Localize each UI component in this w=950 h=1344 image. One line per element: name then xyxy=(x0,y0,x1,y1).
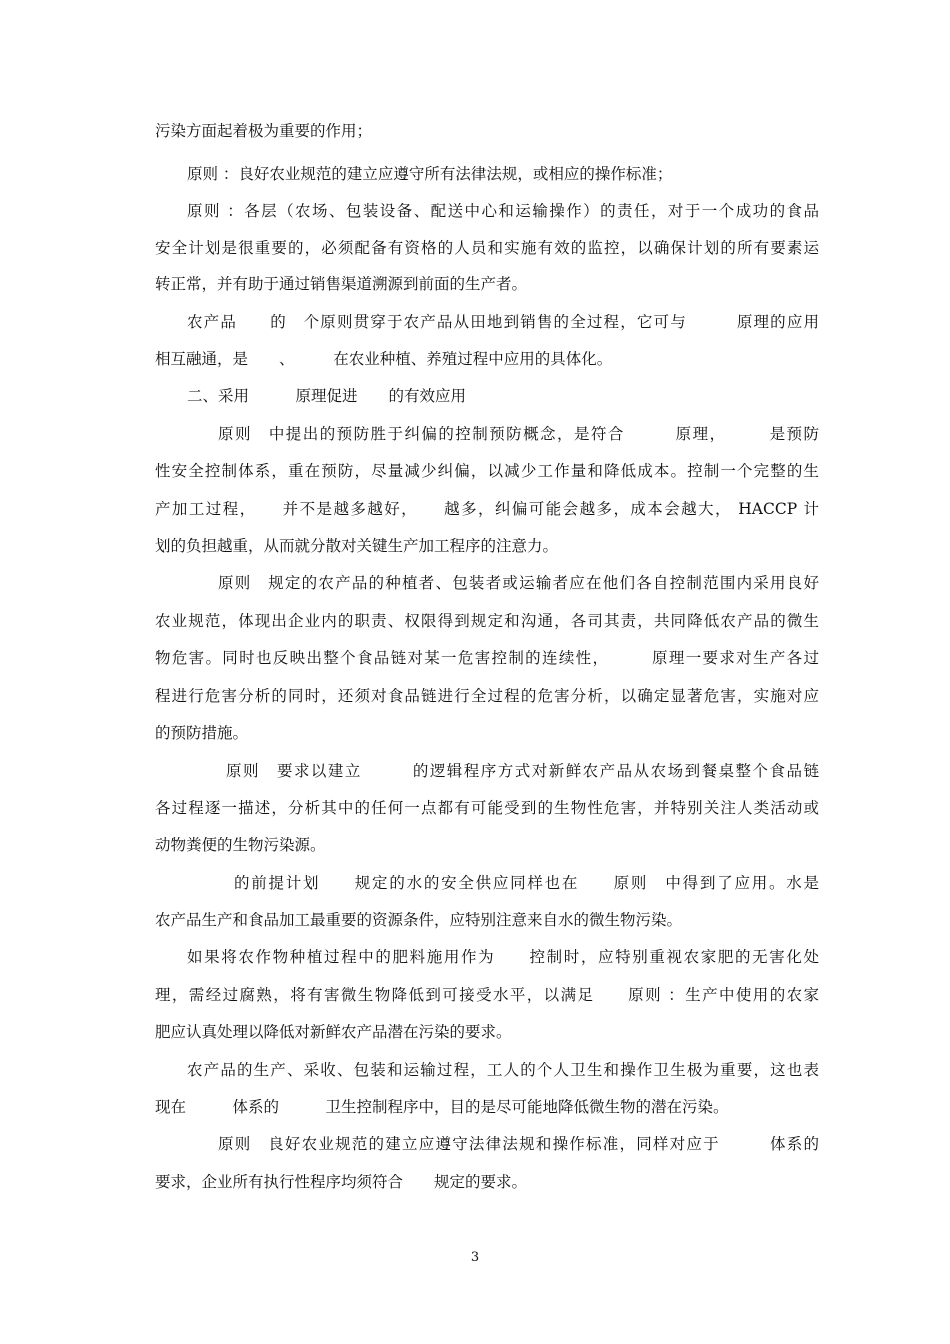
text-line: 现在 体系的 卫生控制程序中，目的是尽可能地降低微生物的潜在污染。 xyxy=(155,1098,729,1116)
text-line: 农产品的生产、采收、包装和运输过程，工人的个人卫生和操作卫生极为重要，这也表 xyxy=(187,1061,819,1079)
text-line: 相互融通，是 、 在农业种植、养殖过程中应用的具体化。 xyxy=(155,350,613,368)
text-line: 农产品 的 个原则贯穿于农产品从田地到销售的全过程，它可与 原理的应用 xyxy=(187,313,819,331)
section-heading: 二、采用 原理促进 的有效应用 xyxy=(187,387,467,405)
text-line: 要求，企业所有执行性程序均须符合 规定的要求。 xyxy=(155,1173,528,1191)
text-line: 的前提计划 规定的水的安全供应同样也在 原则 中得到了应用。水是 xyxy=(234,874,819,892)
text-line: 的预防措施。 xyxy=(155,724,249,742)
text-line: 物危害。同时也反映出整个食品链对某一危害控制的连续性， 原理一要求对生产各过 xyxy=(155,649,819,667)
text-line: 划的负担越重，从而就分散对关键生产加工程序的注意力。 xyxy=(155,537,559,555)
text-line: 转正常，并有助于通过销售渠道溯源到前面的生产者。 xyxy=(155,275,528,293)
text-line: 肥应认真处理以降低对新鲜农产品潜在污染的要求。 xyxy=(155,1023,512,1041)
text-line: 如果将农作物种植过程中的肥料施用作为 控制时，应特别重视农家肥的无害化处 xyxy=(187,948,819,966)
text-line: 原则 要求以建立 的逻辑程序方式对新鲜农产品从农场到餐桌整个食品链 xyxy=(226,762,819,780)
text-line: 原则 ：良好农业规范的建立应遵守所有法律法规，或相应的操作标准； xyxy=(187,165,673,183)
text-line: 理，需经过腐熟，将有害微生物降低到可接受水平，以满足 原则 ：生产中使用的农家 xyxy=(155,986,819,1004)
text-line: 农业规范，体现出企业内的职责、权限得到规定和沟通，各司其责，共同降低农产品的微生 xyxy=(155,612,819,630)
text-line: 产加工过程， 并不是越多越好， 越多，纠偏可能会越多，成本会越大， HACCP 计 xyxy=(155,500,819,518)
text-line: 原则 规定的农产品的种植者、包装者或运输者应在他们各自控制范围内采用良好 xyxy=(218,574,819,592)
text-line: 原则 良好农业规范的建立应遵守法律法规和操作标准，同样对应于 体系的 xyxy=(218,1135,819,1153)
text-line: 安全计划是很重要的，必须配备有资格的人员和实施有效的监控，以确保计划的所有要素运 xyxy=(155,239,819,257)
text-line: 程进行危害分析的同时，还须对食品链进行全过程的危害分析，以确定显著危害，实施对应 xyxy=(155,687,819,705)
text-line: 原则 ：各层（农场、包装设备、配送中心和运输操作）的责任，对于一个成功的食品 xyxy=(187,202,819,220)
text-line: 性安全控制体系，重在预防，尽量减少纠偏，以减少工作量和降低成本。控制一个完整的生 xyxy=(155,462,819,480)
text-line: 原则 中提出的预防胜于纠偏的控制预防概念，是符合 原理， 是预防 xyxy=(218,425,819,443)
text-line: 农产品生产和食品加工最重要的资源条件，应特别注意来自水的微生物污染。 xyxy=(155,911,683,929)
text-line: 动物粪便的生物污染源。 xyxy=(155,836,326,854)
text-line: 污染方面起着极为重要的作用； xyxy=(155,122,373,140)
page-number: 3 xyxy=(470,1250,480,1265)
text-line: 各过程逐一描述，分析其中的任何一点都有可能受到的生物性危害，并特别关注人类活动或 xyxy=(155,799,819,817)
